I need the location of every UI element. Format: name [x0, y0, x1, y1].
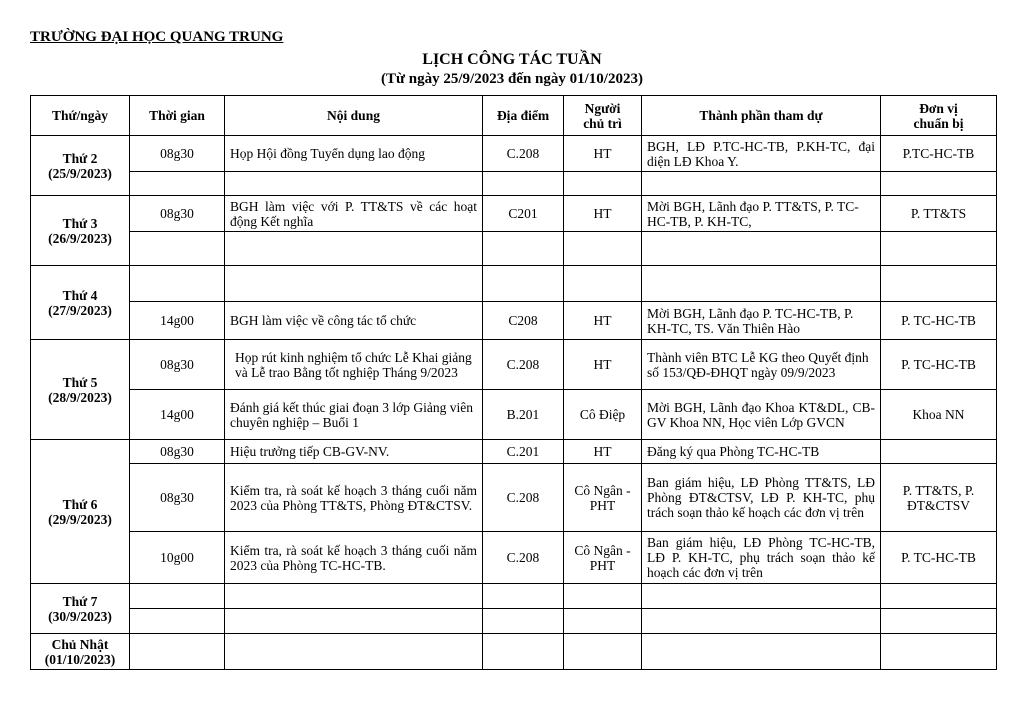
- time-cell: 08g30: [130, 340, 225, 390]
- day-cell: Thứ 2 (25/9/2023): [31, 136, 130, 196]
- location-cell: C.208: [483, 340, 564, 390]
- time-cell: 14g00: [130, 390, 225, 440]
- day-cell: Thứ 5 (28/9/2023): [31, 340, 130, 440]
- header-content: Nội dung: [225, 96, 483, 136]
- header-time: Thời gian: [130, 96, 225, 136]
- participants-cell: Ban giám hiệu, LĐ Phòng TT&TS, LĐ Phòng ĐT&CTSV, LĐ P. KH-TC, phụ trách soạn thảo kế hoạch các đơn vị trên: [642, 464, 881, 532]
- header-row: [31, 96, 997, 136]
- content-cell: Họp rút kinh nghiệm tổ chức Lễ Khai giảng và Lễ trao Bằng tốt nghiệp Tháng 9/2023: [225, 340, 483, 390]
- location-cell: C208: [483, 302, 564, 340]
- table-row: [31, 266, 997, 302]
- table-row: [31, 136, 997, 172]
- table-row: [31, 532, 997, 584]
- table-row: [31, 172, 997, 196]
- unit-cell: P. TC-HC-TB: [881, 302, 997, 340]
- unit-cell: P. TT&TS: [881, 196, 997, 232]
- document-title: LỊCH CÔNG TÁC TUẦN: [422, 51, 602, 68]
- date-range: (Từ ngày 25/9/2023 đến ngày 01/10/2023): [381, 71, 643, 87]
- content-cell: BGH làm việc về công tác tổ chức: [225, 302, 483, 340]
- host-cell: Cô Ngân - PHT: [564, 532, 642, 584]
- host-cell: HT: [564, 136, 642, 172]
- table-row: [31, 584, 997, 609]
- unit-cell: Khoa NN: [881, 390, 997, 440]
- host-cell: HT: [564, 302, 642, 340]
- unit-cell: P. TC-HC-TB: [881, 340, 997, 390]
- table-row: [31, 340, 997, 390]
- participants-cell: Mời BGH, Lãnh đạo P. TT&TS, P. TC-HC-TB, P. KH-TC,: [642, 196, 881, 232]
- day-cell: Thứ 3 (26/9/2023): [31, 196, 130, 266]
- unit-cell: P. TC-HC-TB: [881, 532, 997, 584]
- day-cell: Thứ 6 (29/9/2023): [31, 440, 130, 584]
- content-cell: Kiểm tra, rà soát kế hoạch 3 tháng cuối năm 2023 của Phòng TT&TS, Phòng ĐT&CTSV.: [225, 464, 483, 532]
- table-row: [31, 440, 997, 464]
- host-cell: HT: [564, 440, 642, 464]
- content-cell: Kiểm tra, rà soát kế hoạch 3 tháng cuối năm 2023 của Phòng TC-HC-TB.: [225, 532, 483, 584]
- location-cell: B.201: [483, 390, 564, 440]
- table-row: [31, 609, 997, 634]
- table-row: [31, 464, 997, 532]
- content-cell: Đánh giá kết thúc giai đoạn 3 lớp Giảng viên chuyên nghiệp – Buổi 1: [225, 390, 483, 440]
- unit-cell: P. TT&TS, P. ĐT&CTSV: [881, 464, 997, 532]
- schedule-table: [30, 95, 997, 670]
- content-cell: BGH làm việc với P. TT&TS về các hoạt động Kết nghĩa: [225, 196, 483, 232]
- header-unit: Đơn vị chuẩn bị: [881, 96, 997, 136]
- table-row: [31, 634, 997, 670]
- location-cell: C.208: [483, 532, 564, 584]
- location-cell: C.208: [483, 464, 564, 532]
- university-name: TRƯỜNG ĐẠI HỌC QUANG TRUNG: [30, 29, 284, 45]
- time-cell: 10g00: [130, 532, 225, 584]
- participants-cell: Đăng ký qua Phòng TC-HC-TB: [642, 440, 881, 464]
- host-cell: HT: [564, 196, 642, 232]
- header-day: Thứ/ngày: [31, 96, 130, 136]
- table-row: [31, 302, 997, 340]
- participants-cell: BGH, LĐ P.TC-HC-TB, P.KH-TC, đại diện LĐ Khoa Y.: [642, 136, 881, 172]
- time-cell: 14g00: [130, 302, 225, 340]
- day-cell: Chủ Nhật (01/10/2023): [31, 634, 130, 670]
- header-location: Địa điểm: [483, 96, 564, 136]
- participants-cell: Mời BGH, Lãnh đạo Khoa KT&DL, CB-GV Khoa NN, Học viên Lớp GVCN: [642, 390, 881, 440]
- table-row: [31, 196, 997, 232]
- participants-cell: Mời BGH, Lãnh đạo P. TC-HC-TB, P. KH-TC, TS. Văn Thiên Hào: [642, 302, 881, 340]
- time-cell: 08g30: [130, 464, 225, 532]
- header-host: Người chủ trì: [564, 96, 642, 136]
- header-participants: Thành phần tham dự: [642, 96, 881, 136]
- location-cell: C201: [483, 196, 564, 232]
- time-cell: 08g30: [130, 196, 225, 232]
- host-cell: Cô Điệp: [564, 390, 642, 440]
- participants-cell: Thành viên BTC Lễ KG theo Quyết định số 153/QĐ-ĐHQT ngày 09/9/2023: [642, 340, 881, 390]
- unit-cell: P.TC-HC-TB: [881, 136, 997, 172]
- host-cell: HT: [564, 340, 642, 390]
- time-cell: 08g30: [130, 136, 225, 172]
- table-row: [31, 232, 997, 266]
- time-cell: 08g30: [130, 440, 225, 464]
- day-cell: Thứ 4 (27/9/2023): [31, 266, 130, 340]
- participants-cell: Ban giám hiệu, LĐ Phòng TC-HC-TB, LĐ P. KH-TC, phụ trách soạn thảo kế hoạch các đơn vị trên: [642, 532, 881, 584]
- content-cell: Họp Hội đồng Tuyển dụng lao động: [225, 136, 483, 172]
- host-cell: Cô Ngân - PHT: [564, 464, 642, 532]
- unit-cell: [881, 440, 997, 464]
- location-cell: C.208: [483, 136, 564, 172]
- table-row: [31, 390, 997, 440]
- content-cell: Hiệu trưởng tiếp CB-GV-NV.: [225, 440, 483, 464]
- day-cell: Thứ 7 (30/9/2023): [31, 584, 130, 634]
- location-cell: C.201: [483, 440, 564, 464]
